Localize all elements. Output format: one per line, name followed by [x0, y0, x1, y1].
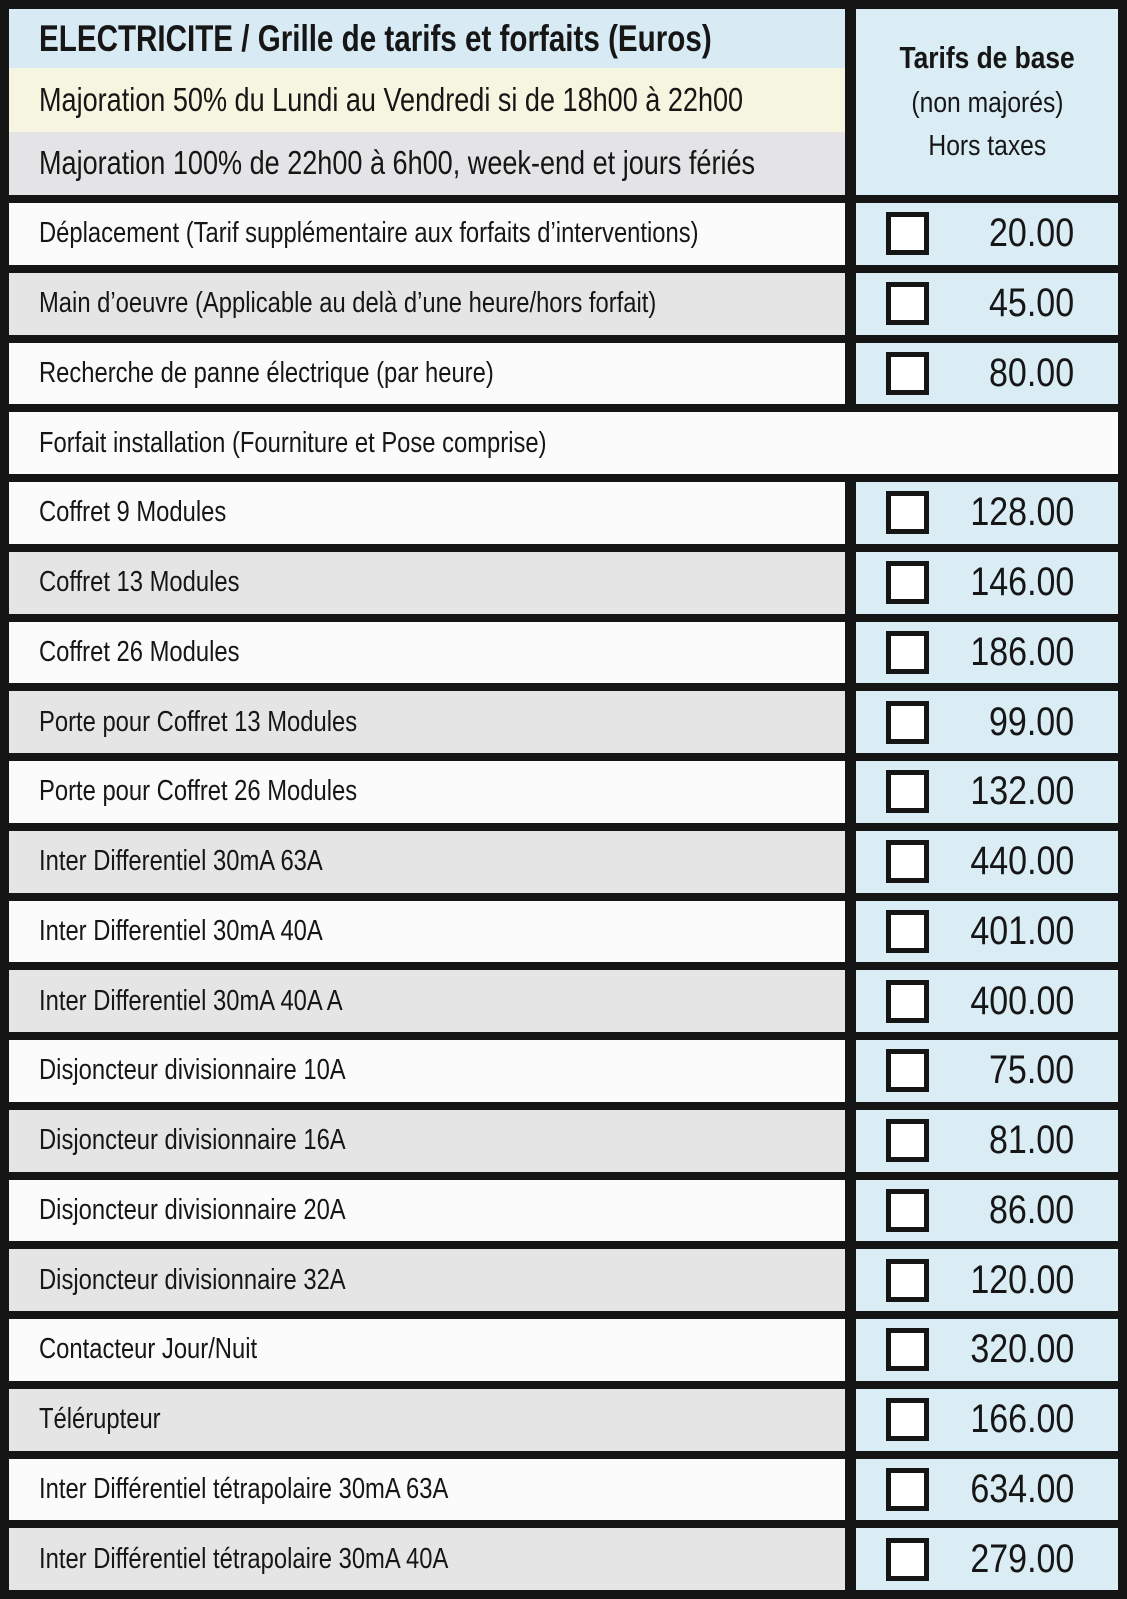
price-value-text: 80.00 — [988, 350, 1074, 395]
section-header-label: Forfait installation (Fourniture et Pose comprise) — [39, 426, 547, 459]
price-cell — [845, 1319, 1118, 1381]
price-value-text: 401.00 — [970, 908, 1074, 953]
price-column-title: Tarifs de base — [899, 40, 1075, 76]
table-row — [9, 962, 1118, 1032]
price-value — [929, 560, 1118, 605]
table-row — [9, 1520, 1118, 1590]
price-value — [929, 1467, 1118, 1512]
price-checkbox[interactable] — [886, 701, 929, 744]
price-value — [929, 1118, 1118, 1163]
price-value-text: 86.00 — [988, 1187, 1074, 1232]
price-cell — [845, 1389, 1118, 1451]
price-checkbox[interactable] — [886, 840, 929, 883]
price-value-text: 634.00 — [970, 1466, 1074, 1511]
price-value-text: 166.00 — [970, 1397, 1074, 1442]
table-row — [9, 614, 1118, 684]
price-value — [929, 1537, 1118, 1582]
surcharge-50-text: Majoration 50% du Lundi au Vendredi si de 18h00 à 22h00 — [39, 80, 744, 118]
price-value — [929, 909, 1118, 954]
price-checkbox[interactable] — [886, 561, 929, 604]
item-label: Disjoncteur divisionnaire 20A — [39, 1193, 346, 1226]
price-value-text: 99.00 — [988, 699, 1074, 744]
section-header-row — [9, 404, 1118, 474]
price-cell — [845, 1459, 1118, 1521]
price-column-header — [845, 9, 1118, 195]
price-cell — [845, 831, 1118, 893]
price-cell — [845, 1180, 1118, 1242]
price-column-subtitle-2: Hors taxes — [928, 130, 1046, 163]
item-label: Coffret 26 Modules — [39, 635, 240, 668]
surcharge-50-band — [9, 68, 845, 132]
price-cell — [845, 691, 1118, 753]
price-value — [929, 979, 1118, 1024]
item-label-cell — [9, 622, 845, 684]
table-header — [9, 9, 1118, 195]
item-label-cell — [9, 901, 845, 963]
item-label: Inter Differentiel 30mA 63A — [39, 845, 323, 878]
table-row — [9, 1451, 1118, 1521]
price-checkbox[interactable] — [886, 910, 929, 953]
item-label: Inter Différentiel tétrapolaire 30mA 40A — [39, 1542, 449, 1575]
item-label: Main d’oeuvre (Applicable au delà d’une heure/hors forfait) — [39, 287, 657, 320]
item-label: Recherche de panne électrique (par heure) — [39, 356, 494, 389]
price-checkbox[interactable] — [886, 352, 929, 395]
price-value — [929, 211, 1118, 256]
item-label: Télérupteur — [39, 1403, 161, 1436]
table-row — [9, 753, 1118, 823]
surcharge-100-text: Majoration 100% de 22h00 à 6h00, week-end et jours fériés — [39, 144, 756, 182]
table-row — [9, 265, 1118, 335]
price-cell — [845, 901, 1118, 963]
item-label: Contacteur Jour/Nuit — [39, 1333, 258, 1366]
price-checkbox[interactable] — [886, 1538, 929, 1581]
item-label-cell — [9, 343, 845, 405]
item-label-cell — [9, 970, 845, 1032]
item-label-cell — [9, 1040, 845, 1102]
price-value-text: 81.00 — [988, 1118, 1074, 1163]
item-label-cell — [9, 691, 845, 753]
price-cell — [845, 203, 1118, 265]
item-label-cell — [9, 1319, 845, 1381]
page-title: ELECTRICITE / Grille de tarifs et forfaits (Euros) — [39, 17, 712, 59]
price-value-text: 20.00 — [988, 211, 1074, 256]
item-label-cell — [9, 1528, 845, 1590]
price-value — [929, 700, 1118, 745]
item-label: Inter Differentiel 30mA 40A A — [39, 984, 343, 1017]
price-column-subtitle-1: (non majorés) — [910, 86, 1064, 119]
price-value-text: 45.00 — [988, 281, 1074, 326]
price-cell — [845, 1040, 1118, 1102]
item-label-cell — [9, 1459, 845, 1521]
price-checkbox[interactable] — [886, 1398, 929, 1441]
item-label-cell — [9, 273, 845, 335]
item-label: Disjoncteur divisionnaire 10A — [39, 1054, 346, 1087]
price-value — [929, 1327, 1118, 1372]
price-checkbox[interactable] — [886, 770, 929, 813]
surcharge-100-band — [9, 132, 845, 196]
price-value — [929, 351, 1118, 396]
price-value — [929, 490, 1118, 535]
price-checkbox[interactable] — [886, 1119, 929, 1162]
price-value — [929, 1258, 1118, 1303]
item-label-cell — [9, 482, 845, 544]
item-label-cell — [9, 831, 845, 893]
price-cell — [845, 1528, 1118, 1590]
item-label: Inter Differentiel 30mA 40A — [39, 914, 323, 947]
price-cell — [845, 761, 1118, 823]
price-cell — [845, 482, 1118, 544]
price-value-text: 440.00 — [970, 839, 1074, 884]
price-value-text: 128.00 — [970, 490, 1074, 535]
item-label-cell — [9, 203, 845, 265]
item-label: Coffret 9 Modules — [39, 496, 227, 529]
price-value — [929, 839, 1118, 884]
table-row — [9, 893, 1118, 963]
price-cell — [845, 552, 1118, 614]
price-value — [929, 281, 1118, 326]
price-value — [929, 769, 1118, 814]
price-value-text: 146.00 — [970, 560, 1074, 605]
price-cell — [845, 343, 1118, 405]
price-checkbox[interactable] — [886, 1328, 929, 1371]
price-value-text: 400.00 — [970, 978, 1074, 1023]
item-label: Disjoncteur divisionnaire 32A — [39, 1263, 346, 1296]
table-row — [9, 544, 1118, 614]
price-checkbox[interactable] — [886, 212, 929, 255]
price-checkbox[interactable] — [886, 1468, 929, 1511]
price-cell — [845, 273, 1118, 335]
price-checkbox[interactable] — [886, 491, 929, 534]
item-label: Porte pour Coffret 13 Modules — [39, 705, 358, 738]
item-label: Disjoncteur divisionnaire 16A — [39, 1124, 346, 1157]
table-row — [9, 1102, 1118, 1172]
table-row — [9, 474, 1118, 544]
price-value-text: 75.00 — [988, 1048, 1074, 1093]
price-value — [929, 630, 1118, 675]
page-title-band — [9, 9, 845, 68]
item-label: Inter Différentiel tétrapolaire 30mA 63A — [39, 1472, 449, 1505]
price-value-text: 320.00 — [970, 1327, 1074, 1372]
price-value — [929, 1397, 1118, 1442]
item-label-cell — [9, 761, 845, 823]
table-row — [9, 1311, 1118, 1381]
table-row — [9, 683, 1118, 753]
price-checkbox[interactable] — [886, 1189, 929, 1232]
price-cell — [845, 1110, 1118, 1172]
item-label: Coffret 13 Modules — [39, 566, 240, 599]
item-label-cell — [9, 1180, 845, 1242]
price-checkbox[interactable] — [886, 1049, 929, 1092]
table-row — [9, 823, 1118, 893]
price-value-text: 279.00 — [970, 1536, 1074, 1581]
table-row — [9, 1381, 1118, 1451]
item-label: Déplacement (Tarif supplémentaire aux forfaits d’interventions) — [39, 217, 699, 250]
price-cell — [845, 622, 1118, 684]
price-value — [929, 1188, 1118, 1233]
table-row — [9, 335, 1118, 405]
price-value-text: 120.00 — [970, 1257, 1074, 1302]
price-cell — [845, 970, 1118, 1032]
price-checkbox[interactable] — [886, 282, 929, 325]
table-row — [9, 1172, 1118, 1242]
item-label-cell — [9, 1110, 845, 1172]
table-row — [9, 1241, 1118, 1311]
header-left-block — [9, 9, 845, 195]
price-value-text: 186.00 — [970, 629, 1074, 674]
table-row — [9, 195, 1118, 265]
price-checkbox[interactable] — [886, 980, 929, 1023]
price-value-text: 132.00 — [970, 769, 1074, 814]
item-label-cell — [9, 552, 845, 614]
item-label: Porte pour Coffret 26 Modules — [39, 775, 358, 808]
price-value — [929, 1048, 1118, 1093]
price-cell — [845, 1249, 1118, 1311]
item-label-cell — [9, 1249, 845, 1311]
price-checkbox[interactable] — [886, 1259, 929, 1302]
item-label-cell — [9, 1389, 845, 1451]
price-checkbox[interactable] — [886, 631, 929, 674]
table-row — [9, 1032, 1118, 1102]
